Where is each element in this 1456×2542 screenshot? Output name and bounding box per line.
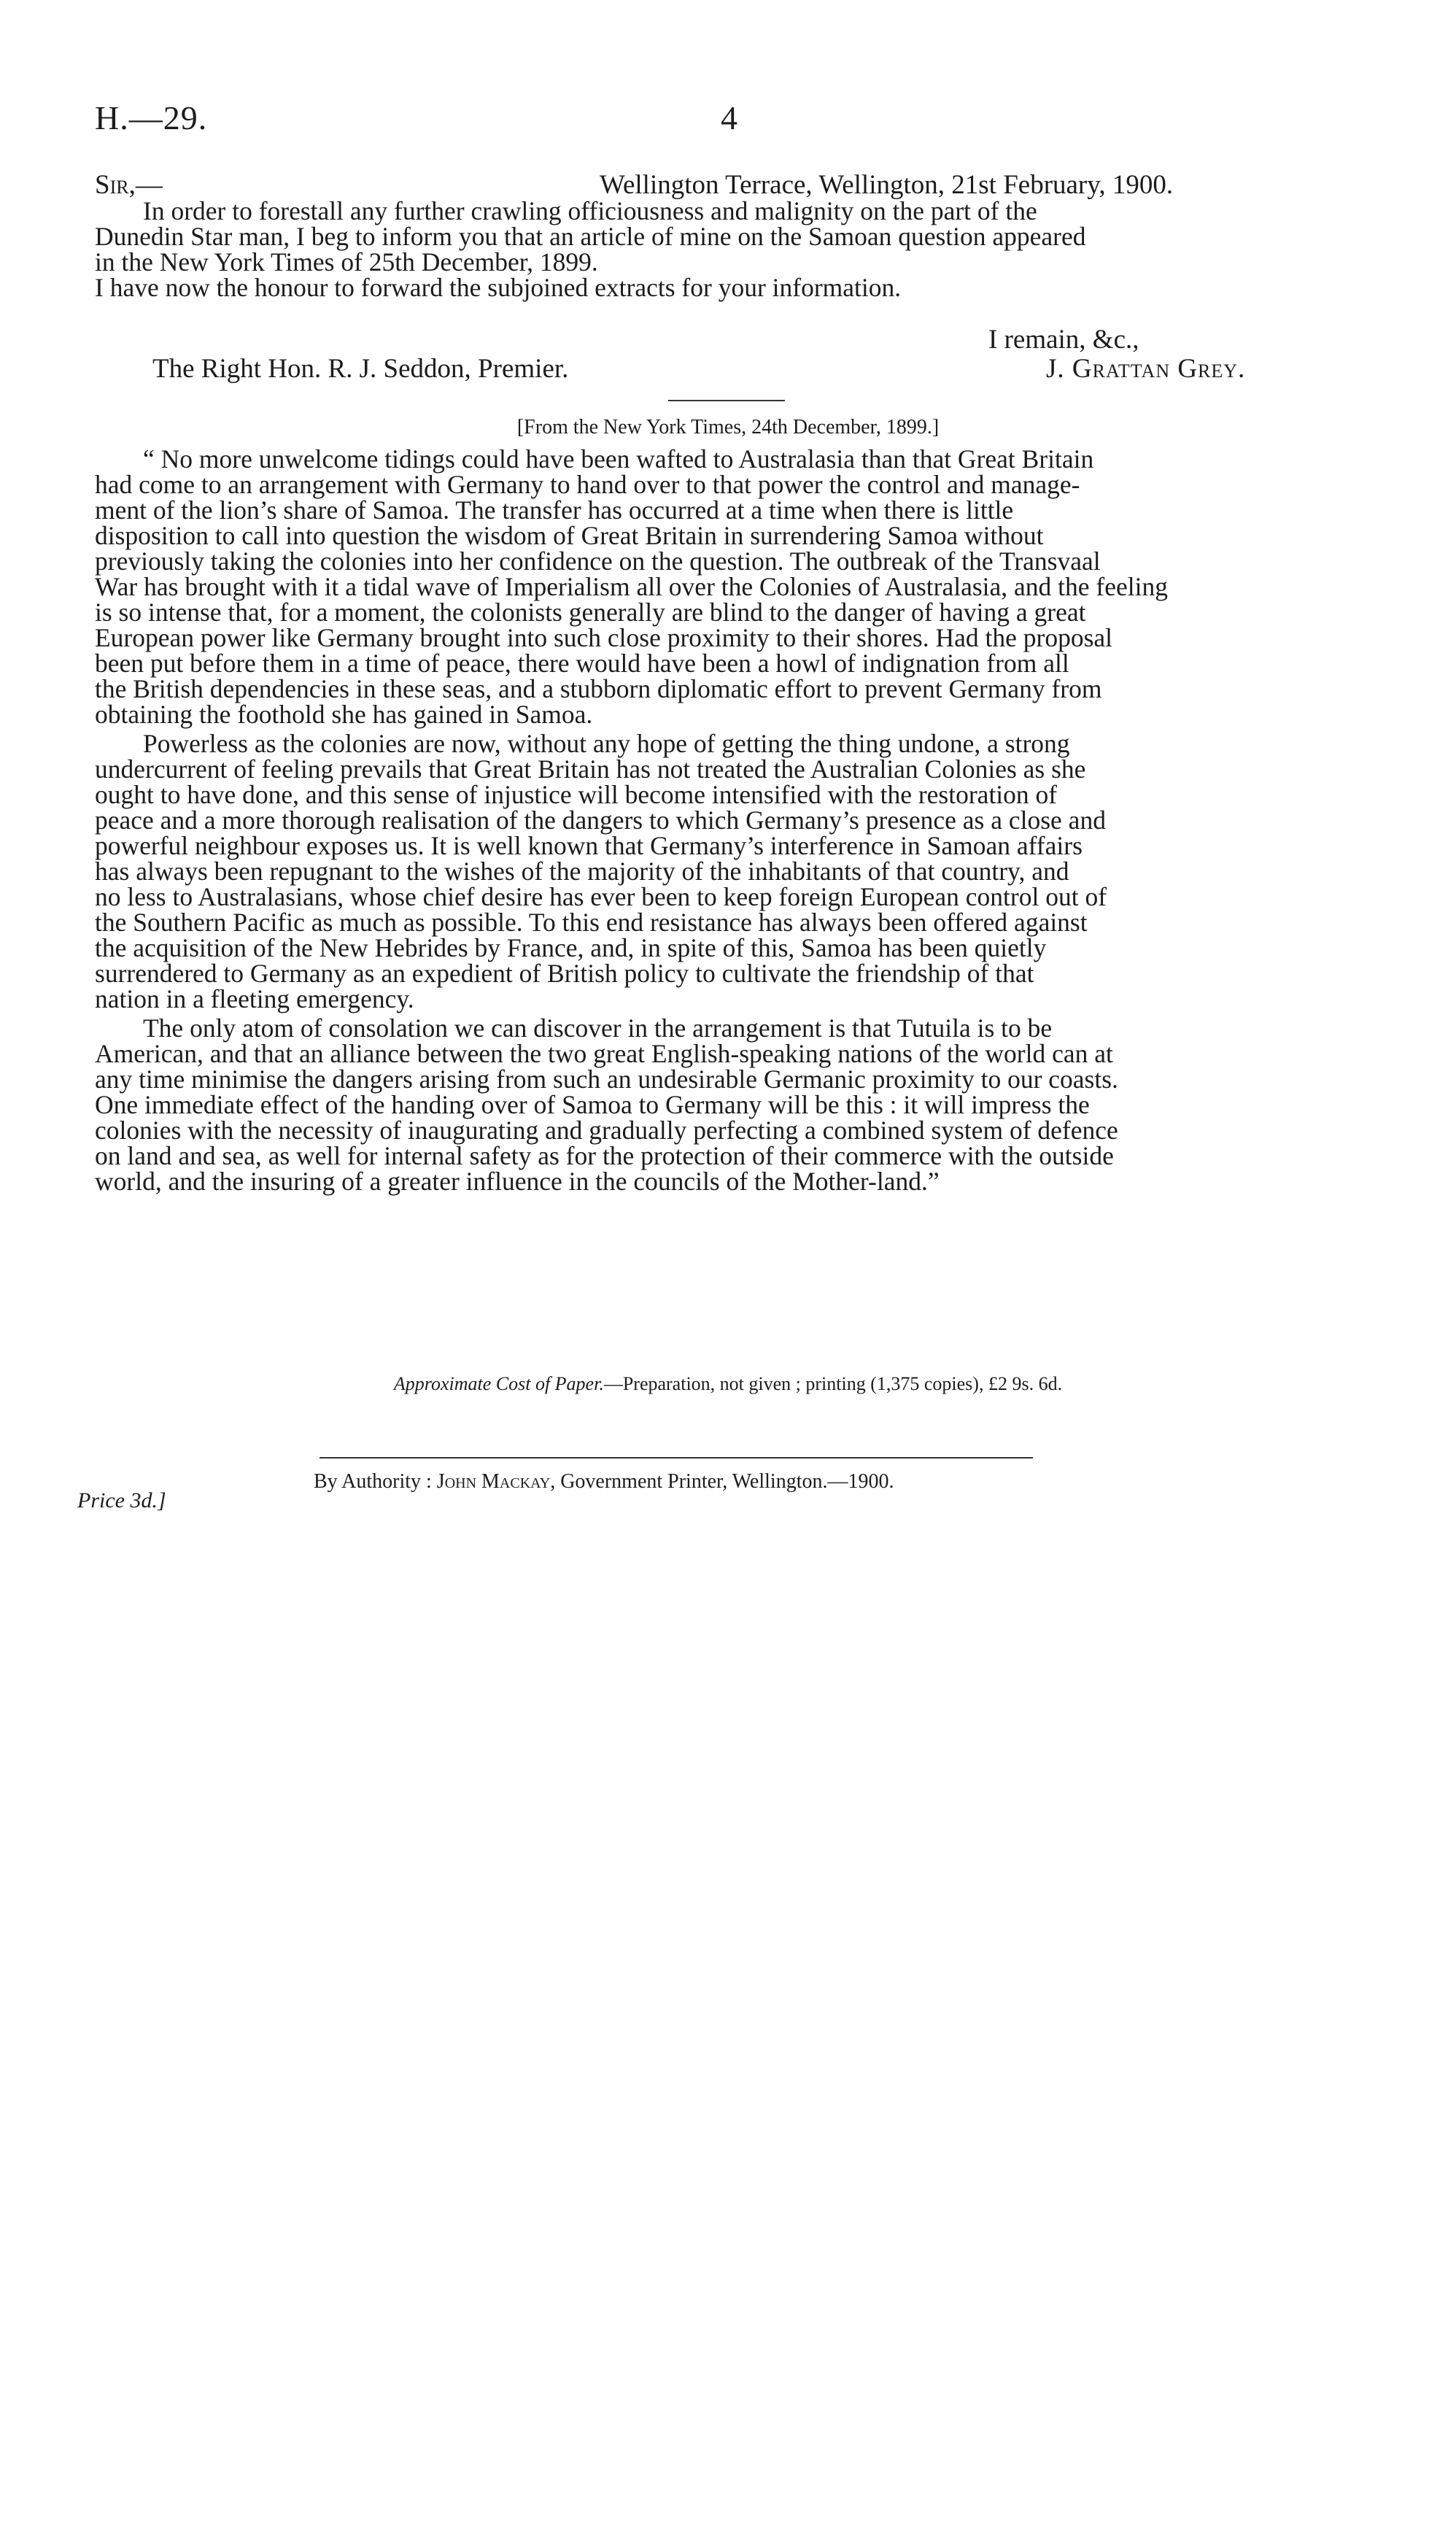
article-line: American, and that an alliance between the two great English-speaking nations of the world can at: [95, 1039, 1113, 1068]
article-line: “ No more unwelcome tidings could have been wafted to Australasia than that Great Britain: [143, 444, 1094, 474]
letter-line: I have now the honour to forward the subjoined extracts for your information.: [95, 273, 902, 302]
footer-divider: [320, 1457, 1033, 1459]
cost-text: —Preparation, not given ; printing (1,375 copies), £2 9s. 6d.: [603, 1373, 1063, 1394]
article-line: the acquisition of the New Hebrides by France, and, in spite of this, Samoa has been quietly: [95, 933, 1047, 962]
article-line: been put before them in a time of peace, there would have been a howl of indignation from all: [95, 649, 1069, 678]
authority-prefix: By Authority :: [314, 1470, 437, 1493]
article-line: no less to Australasians, whose chief desire has ever been to keep foreign European control out of: [95, 882, 1107, 911]
article-line: the Southern Pacific as much as possible. To this end resistance has always been offered against: [95, 908, 1088, 937]
article-line: War has brought with it a tidal wave of Imperialism all over the Colonies of Australasia, and the feeling: [95, 572, 1168, 601]
article-line: Powerless as the colonies are now, without any hope of getting the thing undone, a strong: [143, 729, 1070, 758]
printer-name: John Mackay: [436, 1470, 551, 1493]
article-line: powerful neighbour exposes us. It is well known that Germany’s interference in Samoan affairs: [95, 831, 1083, 860]
closing: I remain, &c.,: [988, 325, 1139, 355]
article-line: is so intense that, for a moment, the colonists generally are blind to the danger of having a great: [95, 598, 1086, 627]
article-line: colonies with the necessity of inaugurating and gradually perfecting a combined system of defence: [95, 1116, 1118, 1145]
article-line: ment of the lion’s share of Samoa. The transfer has occurred at a time when there is little: [95, 495, 1014, 525]
cost-note: [0, 1373, 1456, 1395]
article-line: on land and sea, as well for internal safety as for the protection of their commerce with the outside: [95, 1141, 1114, 1170]
printer-authority: [314, 1470, 894, 1494]
article-line: disposition to call into question the wisdom of Great Britain in surrendering Samoa without: [95, 521, 1044, 550]
addressee: The Right Hon. R. J. Seddon, Premier.: [152, 354, 569, 384]
article-line: European power like Germany brought into such close proximity to their shores. Had the proposal: [95, 623, 1113, 652]
article-line: surrendered to Germany as an expedient of British policy to cultivate the friendship of that: [95, 959, 1034, 988]
article-line: The only atom of consolation we can discover in the arrangement is that Tutuila is to be: [143, 1013, 1053, 1043]
address-date: Wellington Terrace, Wellington, 21st February, 1900.: [600, 170, 1174, 200]
article-line: any time minimise the dangers arising from such an undesirable Germanic proximity to our coasts.: [95, 1065, 1118, 1094]
article-source: [From the New York Times, 24th December, 1899.]: [516, 416, 940, 439]
article-paragraph-3: [95, 1013, 1354, 1196]
article-line: nation in a fleeting emergency.: [95, 984, 414, 1013]
page-number: 4: [721, 99, 737, 136]
divider: [668, 400, 785, 401]
article-line: peace and a more thorough realisation of the dangers to which Germany’s presence as a close and: [95, 806, 1106, 835]
authority-suffix: , Government Printer, Wellington.—1900.: [550, 1470, 894, 1493]
article-paragraph-1: [95, 444, 1354, 729]
letter-body: [95, 198, 1354, 301]
cost-label: Approximate Cost of Paper.: [393, 1373, 604, 1394]
price: Price 3d.]: [77, 1488, 166, 1513]
article-line: has always been repugnant to the wishes of the majority of the inhabitants of that country, and: [95, 857, 1069, 886]
article-line: world, and the insuring of a greater influence in the councils of the Mother-land.”: [95, 1167, 940, 1196]
article-line: the British dependencies in these seas, and a stubborn diplomatic effort to prevent Germany from: [95, 674, 1102, 703]
letter-line: In order to forestall any further crawling officiousness and malignity on the part of the: [143, 196, 1037, 225]
salutation: Sir,—: [95, 170, 163, 200]
article-line: had come to an arrangement with Germany to hand over to that power the control and manage-: [95, 470, 1080, 499]
signature: J. Grattan Grey.: [1046, 354, 1246, 384]
paper-reference: H.—29.: [95, 99, 208, 136]
article-paragraph-2: [95, 731, 1354, 1012]
article-line: One immediate effect of the handing over of Samoa to Germany will be this : it will impress the: [95, 1090, 1090, 1119]
letter-line: in the New York Times of 25th December, 1899.: [95, 247, 598, 277]
article-line: obtaining the foothold she has gained in Samoa.: [95, 700, 593, 729]
article-line: ought to have done, and this sense of injustice will become intensified with the restoration of: [95, 780, 1058, 809]
article-line: previously taking the colonies into her confidence on the question. The outbreak of the Transvaal: [95, 546, 1101, 576]
letter-line: Dunedin Star man, I beg to inform you that an article of mine on the Samoan question appeared: [95, 222, 1086, 251]
article-line: undercurrent of feeling prevails that Great Britain has not treated the Australian Colonies as she: [95, 754, 1086, 784]
